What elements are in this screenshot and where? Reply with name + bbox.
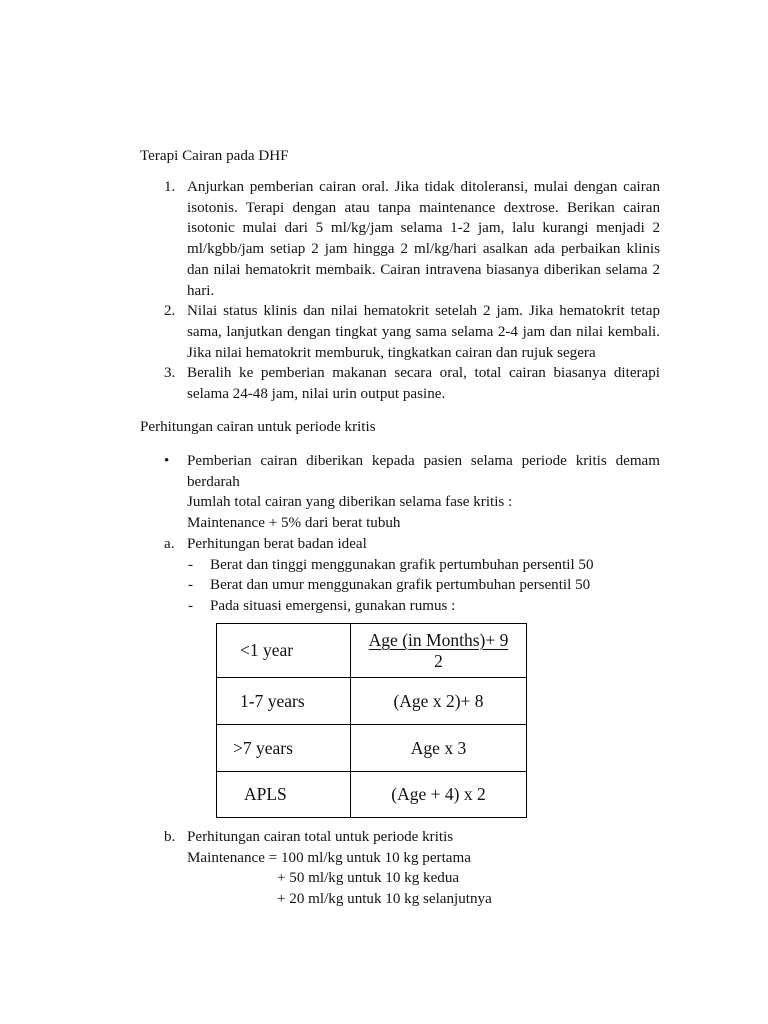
maintenance-line: Maintenance = 100 ml/kg untuk 10 kg pertama <box>187 849 471 866</box>
critical-period-calculation <box>164 451 660 617</box>
list-number: 2. <box>164 303 176 320</box>
maintenance-line: + 50 ml/kg untuk 10 kg kedua <box>277 870 460 887</box>
sub-item-content <box>187 827 660 910</box>
list-item <box>164 301 660 363</box>
ideal-weight-table <box>216 623 527 818</box>
sub-item-b-row <box>164 827 660 910</box>
formula-fraction <box>369 630 509 672</box>
bullet-icon: • <box>164 453 170 469</box>
dash-item-text: Berat dan umur menggunakan grafik pertumbuhan persentil 50 <box>210 577 591 594</box>
total-fluid-label: Jumlah total cairan yang diberikan selama fase kritis : <box>187 494 513 511</box>
age-cell: 1-7 years <box>217 678 351 725</box>
table-row <box>217 624 527 678</box>
bullet-item <box>164 451 660 534</box>
dash-item-text: Berat dan tinggi menggunakan grafik pertumbuhan persentil 50 <box>210 556 594 573</box>
sub-item-b <box>164 827 660 910</box>
age-cell: <1 year <box>217 624 351 678</box>
age-cell: APLS <box>217 772 351 818</box>
dash-item-text: Pada situasi emergensi, gunakan rumus : <box>210 597 456 614</box>
ideal-weight-table-wrapper <box>216 623 527 818</box>
sub-item-a <box>164 534 660 617</box>
table-row <box>217 678 527 725</box>
age-cell: >7 years <box>217 725 351 772</box>
sub-item-content <box>187 534 660 617</box>
list-item <box>164 177 660 301</box>
maintenance-line: + 20 ml/kg untuk 10 kg selanjutnya <box>277 891 492 908</box>
sub-item-letter: a. <box>164 535 175 552</box>
formula-cell: (Age x 2)+ 8 <box>351 678 527 725</box>
dash-item <box>187 555 660 576</box>
formula-cell: Age x 3 <box>351 725 527 772</box>
formula-denominator: 2 <box>434 650 443 671</box>
list-number: 3. <box>164 365 176 382</box>
table-row <box>217 725 527 772</box>
document-title: Terapi Cairan pada DHF <box>140 148 289 164</box>
list-number: 1. <box>164 179 176 195</box>
table-row <box>217 772 527 818</box>
dash-icon: - <box>188 556 194 573</box>
list-item-text: Anjurkan pemberian cairan oral. Jika tidak ditoleransi, mulai dengan cairan isotonis. Terapi dengan atau tanpa maintenance dextrose. Berikan cairan isotonic mulai dari 5 ml/kg/jam selama 1-2 jam, lalu kurangi menjadi 2 ml/kgbb/jam setiap 2 jam hingga 2 ml/kg/hari asalkan ada perbaikan klinis dan nilai hematokrit membaik. Cairan intravena biasanya diberikan selama 2 hari. <box>187 179 660 299</box>
list-item-text: Beralih ke pemberian makanan secara oral, total cairan biasanya diterapi selama 24-48 jam, nilai urin output pasine. <box>187 365 660 403</box>
dash-item <box>187 575 660 596</box>
bullet-content <box>187 451 660 534</box>
sub-item-title: Perhitungan berat badan ideal <box>187 535 367 552</box>
list-item-text: Nilai status klinis dan nilai hematokrit setelah 2 jam. Jika hematokrit tetap sama, lanjutkan dengan tingkat yang sama selama 2-4 jam dan nilai kembali. Jika nilai hematokrit memburuk, tingkatkan cairan dan rujuk segera <box>187 303 660 361</box>
section-heading: Perhitungan cairan untuk periode kritis <box>140 419 376 435</box>
formula-cell <box>351 624 527 678</box>
bullet-text: Pemberian cairan diberikan kepada pasien selama periode kritis demam berdarah <box>187 453 660 490</box>
formula-cell: (Age + 4) x 2 <box>351 772 527 818</box>
therapy-steps-list <box>164 177 660 405</box>
list-item <box>164 363 660 404</box>
sub-item-title: Perhitungan cairan total untuk periode kritis <box>187 829 454 845</box>
sub-item-letter: b. <box>164 829 176 845</box>
total-fluid-formula: Maintenance + 5% dari berat tubuh <box>187 515 401 532</box>
dash-icon: - <box>188 597 194 614</box>
dash-icon: - <box>188 577 194 594</box>
formula-numerator: Age (in Months)+ 9 <box>368 629 509 650</box>
dash-item <box>187 596 660 617</box>
